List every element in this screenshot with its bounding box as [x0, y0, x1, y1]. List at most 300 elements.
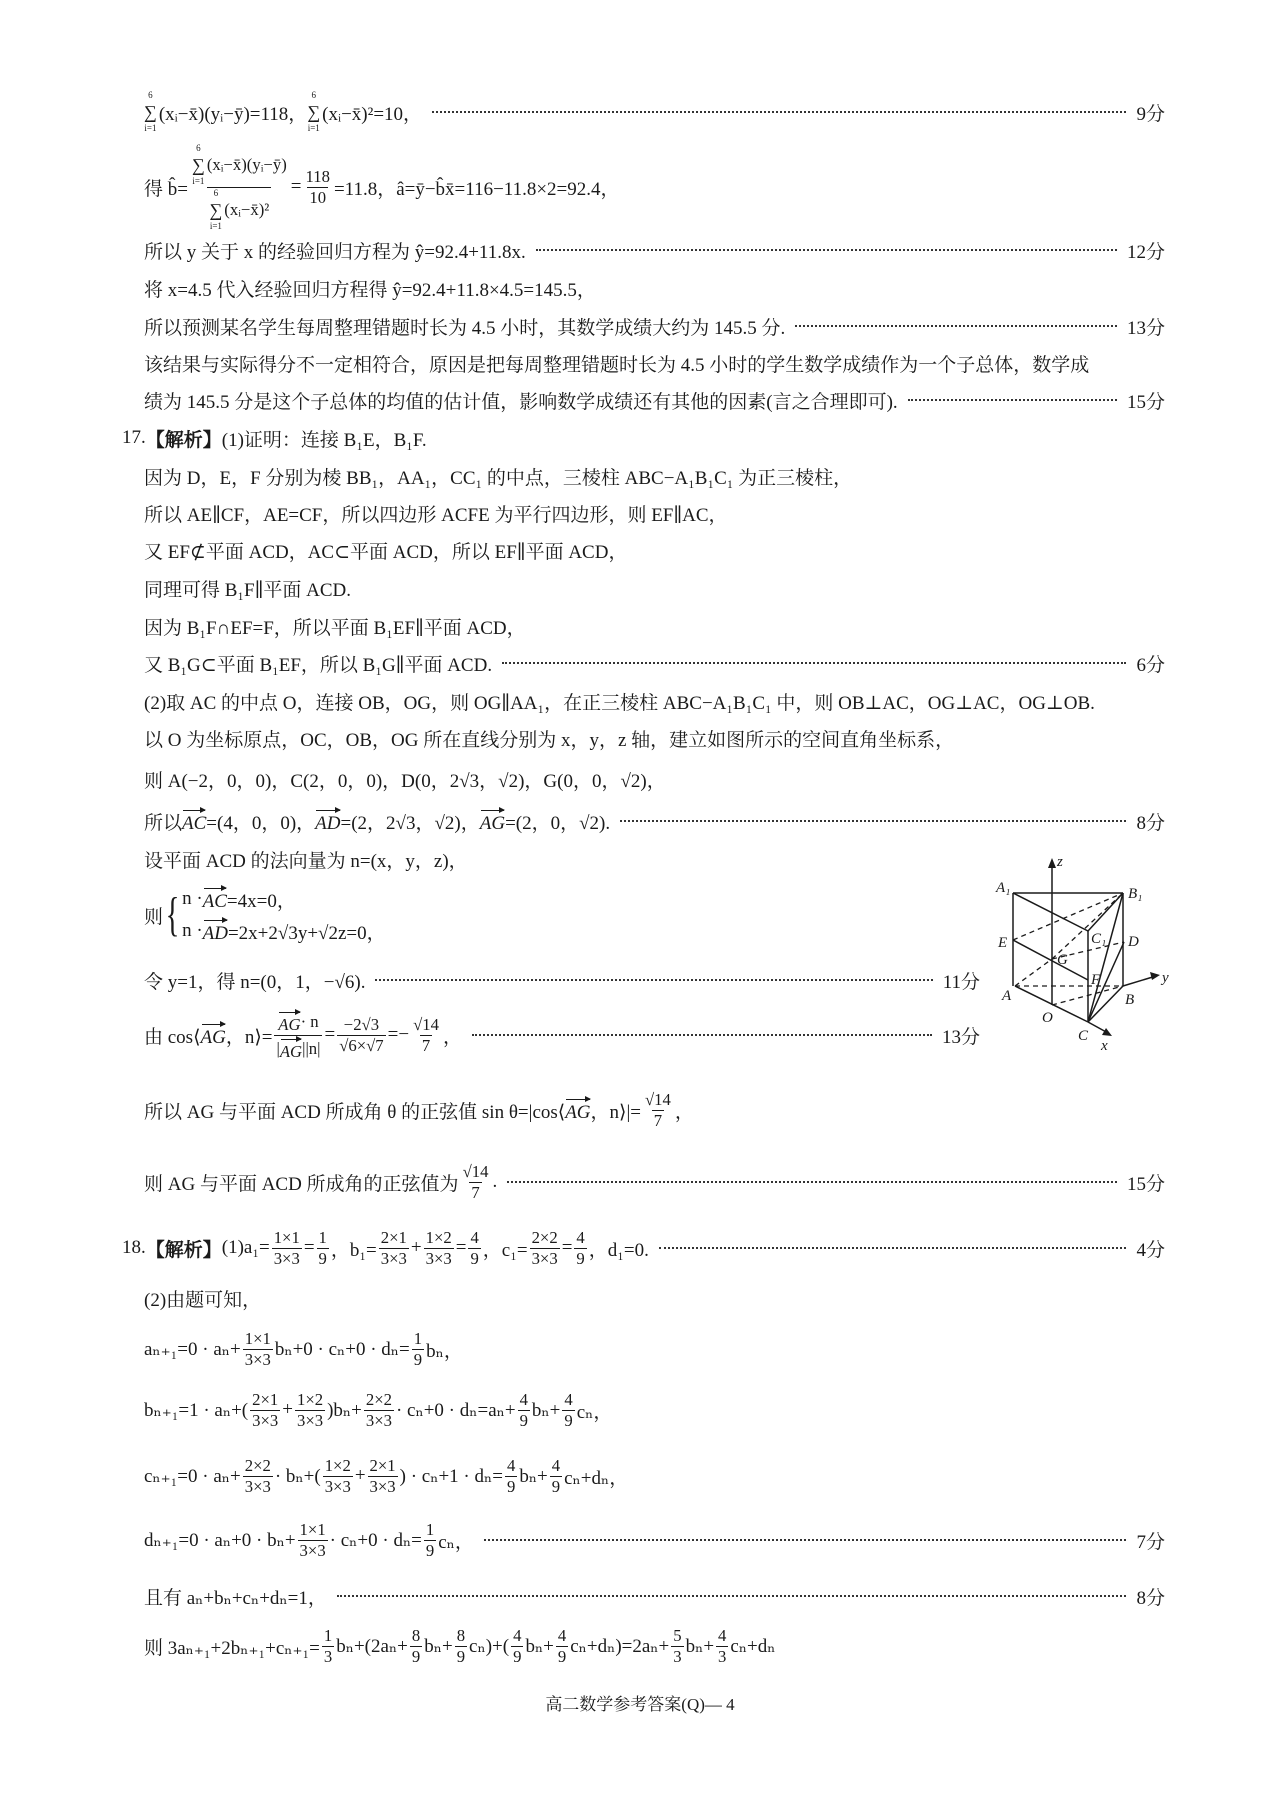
math-text: 9: [513, 1646, 522, 1666]
math-text: 3×3: [531, 1248, 558, 1268]
math-text: 所以预测某名学生每周整理错题时长为 4.5 小时，其数学成绩大约为 145.5 分.: [144, 317, 786, 339]
math-text: +: [354, 1465, 366, 1486]
text-line: [144, 346, 1165, 380]
numerator: [530, 1228, 560, 1247]
label-A: A: [1002, 988, 1012, 1004]
line-content: [144, 1162, 497, 1201]
numerator: [322, 1626, 334, 1645]
line-content: [144, 90, 422, 134]
fraction: [468, 1228, 480, 1267]
sigma-symbol: ∑: [307, 102, 321, 122]
denominator: [420, 1035, 432, 1055]
line-content: [144, 846, 468, 873]
denominator: [556, 1646, 568, 1666]
math-text: (xᵢ−x̄)(yᵢ−ȳ)=118，: [158, 103, 308, 125]
math-text: bₙ₊₁=1 · aₙ+(: [144, 1399, 249, 1421]
equation-system: [163, 885, 386, 945]
denominator: [243, 1476, 273, 1496]
math-text: · cₙ+0 · dₙ=aₙ+: [395, 1399, 516, 1421]
line-content: [144, 1456, 628, 1495]
math-text: 所以: [144, 812, 183, 834]
text-line: [144, 1579, 1165, 1613]
math-text: 7: [653, 1110, 663, 1130]
math-text: 令 y=1，得 n=(0，1，−√6).: [144, 971, 366, 993]
math-text: =(4，0，0)，: [206, 812, 316, 834]
vector: AD: [203, 917, 228, 945]
denominator: [322, 1646, 334, 1666]
text-line: [144, 1626, 1165, 1666]
math-text: 9: [318, 1248, 327, 1268]
math-text: cₙ，: [576, 1401, 613, 1423]
math-text: bₙ+: [519, 1465, 548, 1487]
denominator: [250, 1410, 280, 1430]
math-text: √14: [644, 1090, 671, 1110]
dotted-leader: [337, 1595, 1127, 1597]
numerator: [468, 1228, 480, 1247]
label-G: G: [1057, 952, 1068, 968]
line-content: [144, 350, 1089, 377]
text-line: [144, 571, 1165, 605]
math-text: 以 O 为坐标原点，OC，OB，OG 所在直线分别为 x，y，z 轴，建立如图所示的空间直角坐标系，: [144, 729, 955, 751]
math-text: (xᵢ−x̄)²: [224, 199, 270, 219]
vector: AG: [565, 1096, 590, 1124]
text-line: [144, 1012, 980, 1061]
math-text: 7: [471, 1182, 480, 1202]
denominator: [379, 1248, 409, 1268]
score-mark: 7分: [1136, 1531, 1165, 1553]
math-text: 则 3aₙ₊₁+2bₙ₊₁+cₙ₊₁=: [144, 1637, 320, 1659]
denominator: [412, 1349, 424, 1369]
math-text: 所以 AG 与平面 ACD 所成角 θ 的正弦值 sin θ=|cos⟨: [144, 1101, 566, 1123]
fraction: [304, 167, 332, 206]
sigma-symbol: ∑: [191, 154, 205, 175]
sum-upper-limit: 6: [311, 90, 316, 100]
math-text: 3: [718, 1646, 727, 1666]
denominator: [272, 1248, 302, 1268]
text-line: [144, 459, 1165, 493]
line-content: [144, 725, 954, 752]
denominator: [424, 1540, 436, 1560]
math-text: 得 b̂=: [144, 178, 188, 200]
fraction: [455, 1626, 467, 1665]
fraction: [368, 1456, 398, 1495]
math-text: 7: [421, 1035, 431, 1055]
text-line: [144, 142, 1165, 231]
math-text: 3×3: [369, 1476, 396, 1496]
sum-upper-limit: 6: [196, 142, 201, 153]
dotted-leader: [375, 979, 932, 981]
dotted-leader: [795, 325, 1117, 327]
math-text: 3×3: [365, 1410, 392, 1430]
math-text: ，c₁=: [482, 1239, 528, 1261]
dotted-leader: [659, 1247, 1127, 1249]
score-mark: 11分: [942, 971, 980, 993]
line-content: [144, 275, 596, 302]
fraction: [250, 1390, 280, 1429]
denominator: [368, 1476, 398, 1496]
fraction: [298, 1520, 328, 1559]
text-line: [144, 646, 1165, 680]
math-text: √6×√7: [339, 1035, 384, 1055]
math-text: 3×3: [299, 1540, 326, 1560]
line-content: [144, 807, 610, 835]
numerator: [272, 1228, 302, 1247]
math-text: bₙ+(2aₙ+: [336, 1635, 408, 1657]
math-text: bₙ+: [685, 1635, 715, 1657]
dotted-leader: [908, 399, 1117, 401]
math-text: · cₙ+0 · dₙ=: [329, 1529, 422, 1551]
dotted-leader: [502, 662, 1126, 664]
fraction: [412, 1329, 424, 1368]
line-content: [144, 500, 728, 527]
math-text: 9: [470, 1248, 479, 1268]
math-text: 因为 B₁F∩EF=F，所以平面 B₁EF∥平面 ACD，: [144, 617, 526, 639]
fraction: [243, 1456, 273, 1495]
numerator: [574, 1228, 586, 1247]
math-text: 1×2: [324, 1456, 351, 1476]
math-text: =2x+2√3y+√2z=0，: [227, 922, 386, 944]
math-text: 3×3: [244, 1476, 271, 1496]
math-text: 4: [557, 1626, 567, 1646]
denominator: [518, 1410, 530, 1430]
line-content: [122, 425, 427, 452]
fraction: [410, 1626, 422, 1665]
math-text: 8: [411, 1626, 421, 1646]
math-text: dₙ₊₁=0 · aₙ+0 · bₙ+: [144, 1529, 296, 1551]
math-text: ，: [442, 1026, 462, 1048]
math-text: 9: [557, 1646, 567, 1666]
math-text: =: [455, 1237, 467, 1258]
math-text: cₙ)+(: [469, 1635, 510, 1657]
denominator: [468, 1248, 480, 1268]
line-content: [144, 1285, 261, 1312]
vector: AG: [280, 1036, 302, 1061]
math-text: 3×3: [244, 1349, 271, 1369]
fraction: [295, 1390, 325, 1429]
numerator: [304, 167, 332, 186]
math-text: =11.8，â=ȳ−b̂x̄=116−11.8×2=92.4，: [333, 178, 620, 200]
text-line: [144, 1090, 1165, 1130]
math-text: (2)取 AC 的中点 O，连接 OB，OG，则 OG∥AA₁，在正三棱柱 ABC−A₁B₁C₁ 中，则 OB⊥AC，OG⊥AC，OG⊥OB.: [144, 692, 1095, 714]
math-text: 3×3: [324, 1476, 351, 1496]
math-text: 所以 y 关于 x 的经验回归方程为 ŷ=92.4+11.8x.: [144, 241, 526, 263]
x-arrow-icon: [1102, 1028, 1112, 1036]
numerator: [550, 1456, 562, 1475]
line-content: [144, 237, 526, 264]
text-line: [122, 1228, 1165, 1268]
denominator: [424, 1248, 454, 1268]
score-mark: 6分: [1136, 654, 1165, 676]
math-text: =−: [387, 1024, 410, 1045]
line-content: [144, 1329, 463, 1368]
numerator: [364, 1390, 394, 1409]
fraction: [511, 1626, 523, 1665]
denominator: [652, 1110, 664, 1130]
numerator: [243, 1456, 273, 1475]
edge-A1C1: [1013, 893, 1088, 931]
text-line: [144, 804, 1165, 838]
math-text: 8: [456, 1626, 466, 1646]
math-text: 2×2: [531, 1228, 558, 1248]
math-text: 将 x=4.5 代入经验回归方程得 ŷ=92.4+11.8×4.5=145.5，: [144, 279, 596, 301]
numerator: [243, 1329, 273, 1348]
numerator: [643, 1090, 673, 1109]
section-tag: 【解析】: [145, 1239, 222, 1261]
fraction: [274, 1009, 322, 1060]
y-arrow-icon: [1150, 972, 1160, 980]
fraction: [518, 1390, 530, 1429]
sigma-symbol: ∑: [144, 102, 157, 122]
label-B1: B₁: [1128, 886, 1143, 902]
fraction: [272, 1228, 302, 1267]
vector: AC: [203, 885, 227, 913]
math-text: 该结果与实际得分不一定相符合，原因是把每周整理错题时长为 4.5 小时的学生数学成绩作为一个子总体，数学成: [144, 354, 1090, 376]
math-text: cₙ+dₙ，: [564, 1467, 629, 1489]
math-text: 4: [513, 1626, 522, 1646]
triangular-prism-figure: [990, 850, 1190, 1055]
sum-lower-limit: i=1: [209, 220, 222, 231]
math-text: 绩为 145.5 分是这个子总体的均值的估计值，影响数学成绩还有其他的因素(言之合理即可).: [144, 391, 898, 413]
sum-upper-limit: 6: [213, 187, 219, 198]
label-E: E: [998, 935, 1008, 951]
math-text: 1×1: [299, 1520, 326, 1540]
denominator: [274, 1035, 322, 1061]
math-text: (xᵢ−x̄)(yᵢ−ȳ): [206, 154, 287, 174]
fraction: [530, 1228, 560, 1267]
math-text: ，n⟩|=: [590, 1101, 641, 1123]
denominator: [317, 1248, 329, 1268]
summation: [307, 90, 320, 134]
math-text: =(2，0，√2).: [505, 812, 611, 834]
math-text: bₙ+: [424, 1635, 453, 1657]
equation-row: [182, 885, 386, 913]
math-text: 1×1: [273, 1228, 300, 1248]
text-line: [144, 90, 1165, 133]
fraction: [411, 1015, 441, 1054]
math-text: √14: [462, 1162, 489, 1182]
score-mark: 15分: [1126, 1173, 1165, 1195]
math-text: 3×3: [296, 1410, 324, 1430]
math-text: 所以 AE∥CF，AE=CF，所以四边形 ACFE 为平行四边形，则 EF∥AC，: [144, 504, 728, 526]
math-text: 9: [506, 1476, 516, 1496]
segment-EF: [1013, 940, 1088, 980]
denominator: [323, 1476, 353, 1496]
math-text: 9: [519, 1410, 528, 1430]
denominator: [550, 1476, 562, 1496]
denominator: [716, 1646, 728, 1666]
math-text: 又 B₁G⊂平面 B₁EF，所以 B₁G∥平面 ACD.: [144, 654, 493, 676]
score-mark: 9分: [1136, 103, 1165, 125]
line-content: [144, 766, 666, 793]
math-text: 4: [470, 1228, 479, 1248]
line-content: [144, 313, 785, 340]
text-line: [144, 1456, 1165, 1496]
text-line: [144, 309, 1165, 343]
math-text: 9: [425, 1540, 435, 1560]
numerator: [461, 1162, 491, 1181]
numerator: [562, 1390, 574, 1409]
denominator: [307, 187, 328, 207]
label-C1: C₁: [1091, 931, 1107, 947]
math-text: 2×1: [380, 1228, 407, 1248]
equation-row: [182, 917, 386, 945]
line-content: [144, 967, 365, 994]
math-text: 18.: [122, 1237, 146, 1258]
vector: AD: [315, 807, 340, 835]
math-text: 4: [718, 1626, 727, 1646]
math-text: .: [492, 1171, 498, 1192]
math-text: 9: [564, 1410, 573, 1430]
math-text: 则: [144, 906, 164, 928]
math-text: bₙ+: [531, 1399, 561, 1421]
line-content: [144, 1520, 474, 1559]
math-text: cₙ+dₙ)=2aₙ+: [570, 1635, 670, 1657]
line-content: [144, 613, 526, 640]
numerator: [342, 1015, 381, 1034]
vector: AG: [278, 1009, 300, 1034]
line-content: [144, 143, 620, 232]
denominator: [574, 1248, 586, 1268]
label-O: O: [1042, 1010, 1053, 1026]
math-text: 3×3: [380, 1248, 407, 1268]
text-line: [144, 1162, 1165, 1202]
line-content: [144, 688, 1095, 715]
numerator: [410, 1626, 422, 1645]
text-line: [144, 1329, 1165, 1369]
numerator: [505, 1456, 517, 1475]
numerator: [424, 1520, 436, 1539]
fraction: [317, 1228, 329, 1267]
math-text: 因为 D，E，F 分别为棱 BB₁，AA₁，CC₁ 的中点，三棱柱 ABC−A₁B₁C₁ 为正三棱柱，: [144, 467, 853, 489]
fraction: [556, 1626, 568, 1665]
denominator: [298, 1540, 328, 1560]
label-x: x: [1101, 1038, 1108, 1054]
math-text: +: [282, 1399, 293, 1420]
numerator: [368, 1456, 398, 1475]
math-text: )bₙ+: [327, 1399, 362, 1421]
fraction: [574, 1228, 586, 1267]
label-y: y: [1162, 970, 1169, 986]
equation-rows: [182, 885, 386, 945]
numerator: [317, 1228, 329, 1247]
fraction: [364, 1390, 394, 1429]
fraction: [550, 1456, 562, 1495]
math-text: (1)a₁=: [221, 1237, 270, 1258]
math-text: ，b₁=: [330, 1239, 377, 1261]
line-content: [144, 1626, 775, 1665]
numerator: [250, 1390, 280, 1409]
math-text: 1: [318, 1228, 327, 1248]
fraction: [562, 1390, 574, 1429]
vector: AG: [480, 807, 505, 835]
math-text: bₙ，: [426, 1340, 463, 1362]
text-line: [144, 533, 1165, 567]
math-text: =: [303, 1237, 315, 1258]
math-text: =: [290, 176, 302, 197]
fraction: [243, 1329, 273, 1368]
vector: AG: [201, 1021, 226, 1049]
math-text: 10: [309, 187, 327, 207]
math-text: 3: [673, 1646, 682, 1666]
dotted-leader: [536, 249, 1117, 251]
fraction: [643, 1090, 673, 1129]
math-text: cₙ，: [438, 1531, 474, 1553]
math-text: · bₙ+(: [274, 1465, 321, 1487]
line-content: [144, 1390, 612, 1429]
numerator: [298, 1520, 328, 1539]
score-mark: 8分: [1136, 812, 1165, 834]
line-content: [144, 1090, 694, 1129]
fraction: [716, 1626, 728, 1665]
math-text: 17.: [122, 427, 146, 448]
math-text: 且有 aₙ+bₙ+cₙ+dₙ=1，: [144, 1587, 327, 1609]
text-line: [144, 1281, 1165, 1315]
math-text: +: [410, 1237, 422, 1258]
math-text: n ·: [182, 920, 203, 941]
text-line: [144, 383, 1165, 417]
line-content: [144, 885, 386, 945]
sigma-symbol: ∑: [209, 199, 223, 220]
numerator: [379, 1228, 409, 1247]
math-text: 4: [506, 1456, 516, 1476]
math-text: 则 A(−2，0，0)，C(2，0，0)，D(0，2√3，√2)，G(0，0，√2)，: [144, 770, 666, 792]
math-text: 3×3: [273, 1248, 300, 1268]
math-text: |: [276, 1038, 280, 1058]
math-text: =: [324, 1024, 336, 1045]
denominator: [511, 1646, 523, 1666]
math-text: (1)证明：连接 B₁E，B₁F.: [221, 429, 427, 451]
z-arrow-icon: [1048, 858, 1056, 868]
math-text: ) · cₙ+1 · dₙ=: [399, 1465, 503, 1487]
line-content: [122, 1228, 649, 1267]
math-text: 9: [576, 1248, 585, 1268]
denominator: [410, 1646, 422, 1666]
math-text: 4: [564, 1390, 573, 1410]
numerator: [411, 1015, 441, 1034]
sum-lower-limit: i=1: [307, 123, 320, 133]
line-content: [144, 575, 351, 602]
line-content: [144, 387, 898, 414]
math-text: −2√3: [343, 1015, 380, 1035]
math-text: 1×2: [296, 1390, 324, 1410]
denominator: [337, 1035, 385, 1055]
math-text: cₙ₊₁=0 · aₙ+: [144, 1465, 241, 1487]
score-mark: 13分: [941, 1026, 980, 1048]
math-text: 2×1: [252, 1390, 279, 1410]
text-line: [122, 421, 1165, 455]
text-line: [144, 1520, 1165, 1560]
math-text: 2×2: [365, 1390, 392, 1410]
math-text: 4: [519, 1390, 528, 1410]
math-text: 3×3: [425, 1248, 452, 1268]
line-content: [144, 537, 627, 564]
text-line: [144, 762, 1165, 796]
denominator: [295, 1410, 325, 1430]
dotted-leader: [507, 1181, 1117, 1183]
page-footer: 高二数学参考答案(Q)— 4: [545, 1695, 735, 1714]
numerator: [455, 1626, 467, 1645]
math-text: 1×2: [425, 1228, 452, 1248]
denominator: [530, 1248, 560, 1268]
math-text: 9: [413, 1349, 423, 1369]
numerator: [511, 1626, 523, 1645]
sum-upper-limit: 6: [148, 90, 153, 100]
math-text: =: [561, 1237, 573, 1258]
math-text: 1: [323, 1626, 333, 1646]
label-B: B: [1125, 992, 1135, 1008]
math-text: 4: [576, 1228, 585, 1248]
math-text: 1×1: [244, 1329, 271, 1349]
